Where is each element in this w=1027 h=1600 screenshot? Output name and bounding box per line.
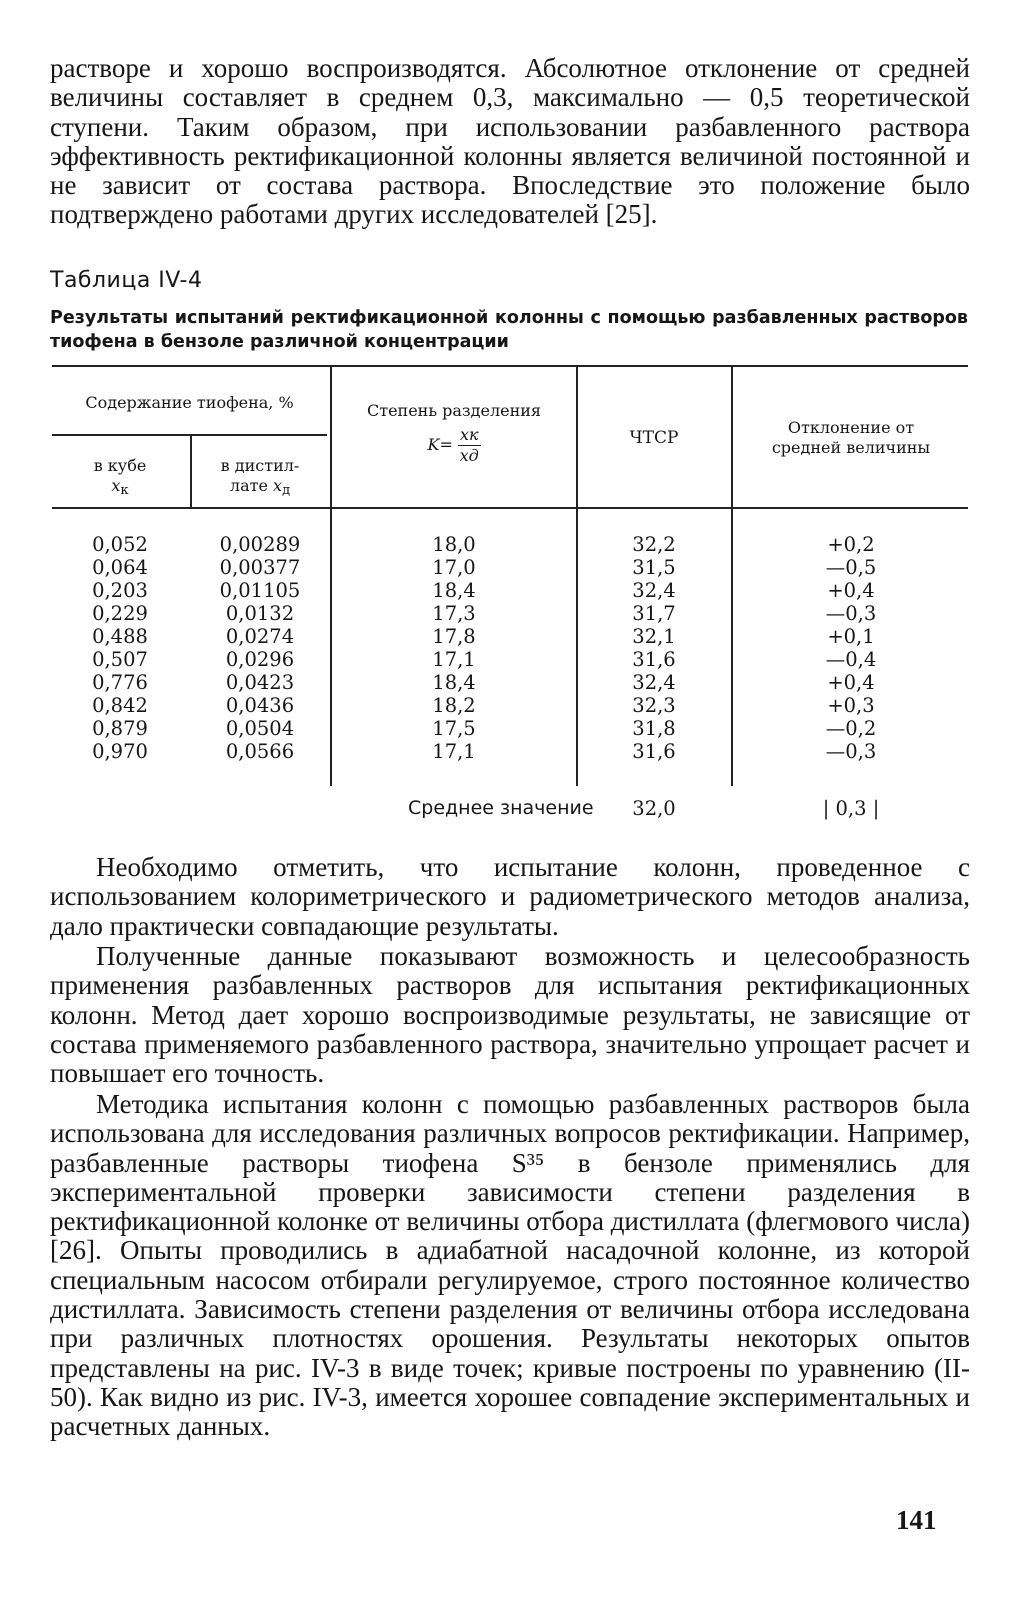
table-cell-still: 0,488: [92, 625, 148, 648]
paragraph-1: растворе и хорошо воспроизводятся. Абсолютное отклонение от средней величины составляет в среднем 0,3, максимально — 0,5 теоретической ступени. Таким образом, при использовании разбавленного раствора эффективность ректификационной колонны является величиной постоянной и не зависит от состава раствора. Впоследствие это положение было подтверждено работами других исследователей [25].: [50, 53, 970, 230]
column-separation: [332, 533, 576, 763]
table-cell-distillate: 0,0566: [225, 740, 295, 763]
table-cell-distillate: 0,0132: [225, 602, 295, 625]
table-cell-chtsr: 32,4: [632, 579, 676, 602]
page-number: 141: [896, 1505, 937, 1535]
paragraph-4: Методика испытания колонн с помощью разбавленных растворов была использована для исследования различных вопросов ректификации. Например, разбавленные растворы тиофена S³⁵ в бензоле применялись для экспериментальной проверки зависимости степени разделения в ректификационной колонке от величины отбора дистиллата (флегмового числа) [26]. Опыты проводились в адиабатной насадочной колонне, из которой специальным насосом отбирали регулируемое, строго постоянное количество дистиллата. Зависимость степени разделения от величины отбора исследована при различных плотностях орошения. Результаты некоторых опытов представлены на рис. IV-3 в виде точек; кривые построены по уравнению (II-50). Как видно из рис. IV-3, имеется хорошее совпадение экспериментальных и расчетных данных.: [50, 1089, 970, 1442]
table-cell-chtsr: 31,6: [632, 740, 676, 763]
table-cell-chtsr: 31,7: [632, 602, 676, 625]
paragraph-2: Необходимо отметить, что испытание колонн, проведенное с использованием колориметрического и радиометрического методов анализа, дало практически совпадающие результаты.: [50, 852, 970, 941]
header-deviation: Отклонение от средней величины: [771, 418, 931, 457]
table-cell-dev: —0,4: [825, 648, 877, 671]
header-chtsr: ЧТСР: [629, 428, 679, 448]
table-cell-dev: +0,1: [827, 625, 875, 648]
table-cell-distillate: 0,0436: [225, 694, 295, 717]
paragraph-3: Полученные данные показывают возможность и целесообразность применения разбавленных растворов для испытания ректификационных колонн. Метод дает хорошо воспроизводимые результаты, не зависящие от состава применяемого разбавленного раствора, значительно упрощает расчет и повышает его точность.: [50, 941, 970, 1089]
column-still: [52, 533, 188, 763]
table-title: Результаты испытаний ректификационной колонны с помощью разбавленных растворов тиофена в бензоле различной концентрации: [50, 308, 968, 352]
table-cell-dev: +0,4: [827, 579, 875, 602]
header-still-symbol: $x_к$: [111, 476, 129, 498]
table-cell-still: 0,842: [92, 694, 148, 717]
table-header-bottom-rule: [52, 507, 968, 509]
table-cell-still: 0,203: [92, 579, 148, 602]
table-cell-k: 17,1: [432, 648, 476, 671]
table-cell-still: 0,507: [92, 648, 148, 671]
table-cell-k: 18,4: [432, 671, 476, 694]
average-deviation: | 0,3 |: [822, 797, 880, 820]
table-cell-still: 0,879: [92, 717, 148, 740]
table-cell-k: 17,1: [432, 740, 476, 763]
average-label: Среднее значение: [408, 797, 594, 819]
column-deviation: [733, 533, 969, 763]
column-distillate: [192, 533, 328, 763]
table-cell-dev: —0,5: [825, 556, 877, 579]
table-cell-dev: —0,3: [825, 602, 877, 625]
table-cell-still: 0,229: [92, 602, 148, 625]
table-cell-dev: +0,2: [827, 533, 875, 556]
table-cell-k: 18,4: [432, 579, 476, 602]
table-cell-k: 18,0: [432, 533, 476, 556]
table-cell-still: 0,776: [92, 671, 148, 694]
table-cell-distillate: 0,01105: [219, 579, 301, 602]
table-cell-k: 17,3: [432, 602, 476, 625]
header-distillate: [192, 456, 328, 501]
table-cell-distillate: 0,0504: [225, 717, 295, 740]
table-cell-still: 0,064: [92, 556, 148, 579]
table-cell-chtsr: 32,2: [632, 533, 676, 556]
table-cell-still: 0,052: [92, 533, 148, 556]
table-cell-k: 17,0: [432, 556, 476, 579]
header-still-label: в кубе: [93, 456, 147, 475]
table-cell-chtsr: 32,4: [632, 671, 676, 694]
table-cell-chtsr: 31,6: [632, 648, 676, 671]
header-k-formula: K= $\frac{xк}{xд}$: [427, 425, 479, 465]
average-chtsr: 32,0: [632, 797, 676, 820]
table-cell-still: 0,970: [92, 740, 148, 763]
table-cell-distillate: 0,0274: [225, 625, 295, 648]
table-cell-chtsr: 31,5: [632, 556, 676, 579]
header-separation-label: Степень разделения: [366, 401, 542, 420]
column-chtsr: [578, 533, 730, 763]
header-thiophene-content: Содержание тиофена, %: [85, 393, 294, 412]
table-cell-distillate: 0,00377: [219, 556, 301, 579]
header-separation: [332, 401, 576, 466]
table-cell-distillate: 0,00289: [219, 533, 301, 556]
table-cell-dev: +0,4: [827, 671, 875, 694]
table-cell-chtsr: 32,3: [632, 694, 676, 717]
table-label: Таблица IV-4: [50, 268, 203, 293]
table-cell-distillate: 0,0296: [225, 648, 295, 671]
table-top-rule: [52, 365, 968, 367]
table-cell-dev: —0,3: [825, 740, 877, 763]
header-distillate-line1: в дистил-: [220, 456, 300, 475]
table-cell-k: 17,8: [432, 625, 476, 648]
table-cell-chtsr: 31,8: [632, 717, 676, 740]
header-still: [52, 456, 188, 501]
header-distillate-line2: лате $x_д$: [229, 476, 291, 498]
table-cell-dev: —0,2: [825, 717, 877, 740]
table-cell-chtsr: 32,1: [632, 625, 676, 648]
table-cell-k: 18,2: [432, 694, 476, 717]
table-cell-dev: +0,3: [827, 694, 875, 717]
table-cell-distillate: 0,0423: [225, 671, 295, 694]
table-cell-k: 17,5: [432, 717, 476, 740]
